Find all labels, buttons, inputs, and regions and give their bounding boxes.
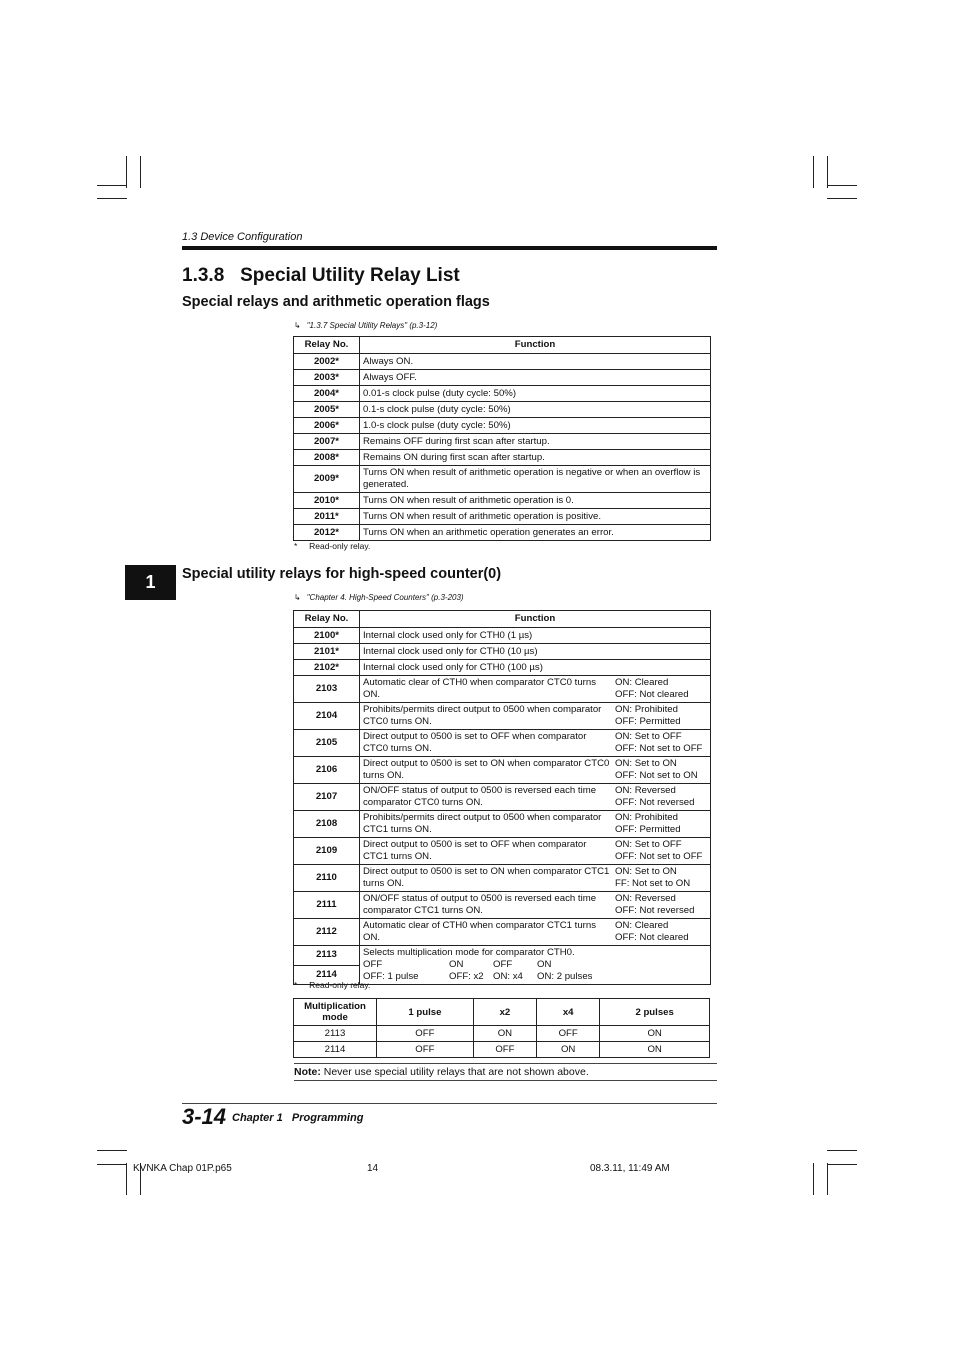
relay-function: Internal clock used only for CTH0 (100 µs) (360, 660, 711, 676)
mult-cell: OFF (537, 1026, 600, 1042)
mult-cell: ON (600, 1026, 710, 1042)
mult-header: x4 (537, 999, 600, 1026)
page-title: 1.3.8 Special Utility Relay List (182, 265, 460, 286)
hsc-heading: Special utility relays for high-speed counter(0) (182, 566, 502, 582)
relay-function: Internal clock used only for CTH0 (1 µs) (360, 628, 711, 644)
mult-cell: 2113 (294, 1026, 377, 1042)
relay-description: ON/OFF status of output to 0500 is reversed each time comparator CTC1 turns ON. (363, 893, 597, 916)
relay-description: Automatic clear of CTH0 when comparator CTC0 turns ON. (363, 677, 596, 700)
table-row (294, 354, 711, 370)
relay-no: 2110 (294, 865, 360, 892)
relay-no: 2009* (294, 466, 360, 493)
relay-function (360, 865, 711, 892)
relay-off-state: OFF: Not set to OFF (615, 851, 703, 862)
table-row (294, 703, 711, 730)
relay-no: 2002* (294, 354, 360, 370)
relay-off-state: OFF: Not cleared (615, 932, 689, 943)
relay-no: 2007* (294, 434, 360, 450)
mode-value: OFF: x2 (449, 971, 484, 982)
relay-no: 2100* (294, 628, 360, 644)
mult-cell: OFF (377, 1042, 474, 1058)
relay-on-state: ON: Reversed (615, 893, 676, 904)
relay-on-state: ON: Cleared (615, 920, 669, 931)
relay-function (360, 919, 711, 946)
relay-function: Turns ON when result of arithmetic operation is positive. (360, 509, 711, 525)
relay-function (360, 892, 711, 919)
table-row (294, 892, 711, 919)
relay-off-state: OFF: Permitted (615, 716, 681, 727)
mult-cell: OFF (473, 1042, 536, 1058)
relay-no: 2010* (294, 493, 360, 509)
arrow-ref-icon: ↳ (294, 321, 301, 330)
relay-no: 2112 (294, 919, 360, 946)
hsc-footnote: * Read-only relay. (294, 980, 371, 990)
arrow-ref-icon: ↳ (294, 593, 301, 602)
relay-off-state: OFF: Not set to OFF (615, 743, 703, 754)
relay-function: Turns ON when an arithmetic operation generates an error. (360, 525, 711, 541)
relay-function: 0.01-s clock pulse (duty cycle: 50%) (360, 386, 711, 402)
relay-description: Automatic clear of CTH0 when comparator CTC1 turns ON. (363, 920, 596, 943)
relay-function (360, 811, 711, 838)
relay-on-state: ON: Cleared (615, 677, 669, 688)
relay-no: 2011* (294, 509, 360, 525)
note (294, 1066, 589, 1078)
print-file: KVNKA Chap 01P.p65 (133, 1163, 232, 1174)
table-row (294, 660, 711, 676)
relay-no: 2109 (294, 838, 360, 865)
relay-no: 2105 (294, 730, 360, 757)
relay-description: Prohibits/permits direct output to 0500 when comparator CTC1 turns ON. (363, 812, 602, 835)
multiplication-table (293, 998, 710, 1058)
relay-function: Turns ON when result of arithmetic operation is negative or when an overflow is generated. (360, 466, 711, 493)
footer-rule (182, 1103, 717, 1104)
chapter-title: Chapter 1 Programming (232, 1112, 364, 1124)
table-row (294, 784, 711, 811)
table-row (294, 525, 711, 541)
relay-no: 2102* (294, 660, 360, 676)
relay-function: Always ON. (360, 354, 711, 370)
mult-header: 1 pulse (377, 999, 474, 1026)
relay-on-state: ON: Prohibited (615, 812, 678, 823)
relay-no: 2107 (294, 784, 360, 811)
table-row (294, 418, 711, 434)
print-page: 14 (367, 1163, 379, 1174)
table-row (294, 1042, 710, 1058)
note-rule-bottom (294, 1080, 717, 1081)
table-row (294, 757, 711, 784)
relay-no: 2012* (294, 525, 360, 541)
relay-no: 2005* (294, 402, 360, 418)
relay-on-state: ON: Prohibited (615, 704, 678, 715)
relay-no: 2111 (294, 892, 360, 919)
mult-header: 2 pulses (600, 999, 710, 1026)
mult-cell: ON (537, 1042, 600, 1058)
col-function: Function (360, 337, 711, 354)
mult-cell: 2114 (294, 1042, 377, 1058)
hsc-reference-text: "Chapter 4. High-Speed Counters" (p.3-203) (306, 593, 464, 602)
relay-function: Remains ON during first scan after startup. (360, 450, 711, 466)
table-row (294, 450, 711, 466)
table-row (294, 919, 711, 946)
flags-table (293, 336, 711, 541)
mode-value: OFF (363, 959, 383, 970)
mult-cell: ON (600, 1042, 710, 1058)
relay-function (360, 730, 711, 757)
relay-function: 1.0-s clock pulse (duty cycle: 50%) (360, 418, 711, 434)
table-row (294, 434, 711, 450)
relay-function: Internal clock used only for CTH0 (10 µs) (360, 644, 711, 660)
table-row (294, 676, 711, 703)
note-rule-top (294, 1063, 717, 1064)
mult-cell: ON (473, 1026, 536, 1042)
relay-function (360, 703, 711, 730)
table-row (294, 1026, 710, 1042)
relay-off-state: OFF: Permitted (615, 824, 681, 835)
relay-no: 2006* (294, 418, 360, 434)
relay-function: Always OFF. (360, 370, 711, 386)
section-label: 1.3 Device Configuration (182, 231, 303, 243)
mode-value: ON (449, 959, 464, 970)
relay-function: Remains OFF during first scan after startup. (360, 434, 711, 450)
relay-no: 2004* (294, 386, 360, 402)
relay-function (360, 676, 711, 703)
flags-heading: Special relays and arithmetic operation flags (182, 294, 490, 310)
flags-footnote: * Read-only relay. (294, 541, 371, 551)
mult-cell: OFF (377, 1026, 474, 1042)
relay-function: Turns ON when result of arithmetic operation is 0. (360, 493, 711, 509)
relay-off-state: OFF: Not cleared (615, 689, 689, 700)
relay-function: 0.1-s clock pulse (duty cycle: 50%) (360, 402, 711, 418)
header-rule (182, 246, 717, 250)
flags-reference-text: "1.3.7 Special Utility Relays" (p.3-12) (306, 321, 438, 330)
relay-no-2114: 2114 (294, 965, 360, 985)
multiplication-mode-cell (360, 946, 711, 985)
relay-function (360, 838, 711, 865)
note-label: Note: (294, 1066, 321, 1078)
table-row (294, 370, 711, 386)
note-text: Never use special utility relays that are not shown above. (320, 1066, 589, 1078)
mult-header: x2 (473, 999, 536, 1026)
multiplication-desc: Selects multiplication mode for comparator CTH0. (363, 947, 575, 958)
table-row (294, 644, 711, 660)
relay-no-2113: 2113 (294, 946, 360, 966)
col-relay-no: Relay No. (294, 611, 360, 628)
relay-no: 2103 (294, 676, 360, 703)
relay-no: 2008* (294, 450, 360, 466)
mode-value: OFF: 1 pulse (363, 971, 419, 982)
relay-on-state: ON: Set to ON (615, 866, 677, 877)
mode-value: ON (537, 959, 552, 970)
relay-off-state: OFF: Not set to ON (615, 770, 698, 781)
relay-description: ON/OFF status of output to 0500 is reversed each time comparator CTC0 turns ON. (363, 785, 597, 808)
mult-header: Multiplication mode (294, 999, 377, 1026)
col-function: Function (360, 611, 711, 628)
relay-description: Direct output to 0500 is set to ON when comparator CTC1 turns ON. (363, 866, 610, 889)
relay-function (360, 784, 711, 811)
table-row (294, 466, 711, 493)
relay-description: Direct output to 0500 is set to OFF when comparator CTC1 turns ON. (363, 839, 587, 862)
relay-off-state: OFF: Not reversed (615, 905, 695, 916)
page-number: 3-14 (182, 1104, 227, 1129)
flags-reference[interactable] (294, 321, 437, 330)
relay-off-state: OFF: Not reversed (615, 797, 695, 808)
hsc-reference[interactable] (294, 593, 464, 602)
relay-on-state: ON: Set to OFF (615, 839, 682, 850)
relay-on-state: ON: Set to OFF (615, 731, 682, 742)
relay-description: Direct output to 0500 is set to OFF when comparator CTC0 turns ON. (363, 731, 587, 754)
relay-no: 2104 (294, 703, 360, 730)
table-row (294, 509, 711, 525)
hsc-table (293, 610, 711, 985)
table-row (294, 402, 711, 418)
relay-on-state: ON: Set to ON (615, 758, 677, 769)
print-date: 08.3.11, 11:49 AM (590, 1163, 670, 1174)
col-relay-no: Relay No. (294, 337, 360, 354)
relay-off-state: FF: Not set to ON (615, 878, 691, 889)
relay-no: 2101* (294, 644, 360, 660)
table-row (294, 811, 711, 838)
table-row (294, 386, 711, 402)
mode-value: ON: x4 (493, 971, 523, 982)
table-row (294, 730, 711, 757)
relay-function (360, 757, 711, 784)
relay-no: 2003* (294, 370, 360, 386)
mode-value: ON: 2 pulses (537, 971, 593, 982)
chapter-tab: 1 (125, 565, 176, 600)
table-row (294, 493, 711, 509)
relay-no: 2108 (294, 811, 360, 838)
relay-description: Prohibits/permits direct output to 0500 when comparator CTC0 turns ON. (363, 704, 602, 727)
table-row (294, 865, 711, 892)
mode-value: OFF (493, 959, 513, 970)
table-row (294, 838, 711, 865)
relay-no: 2106 (294, 757, 360, 784)
relay-description: Direct output to 0500 is set to ON when comparator CTC0 turns ON. (363, 758, 610, 781)
table-row (294, 628, 711, 644)
relay-on-state: ON: Reversed (615, 785, 676, 796)
